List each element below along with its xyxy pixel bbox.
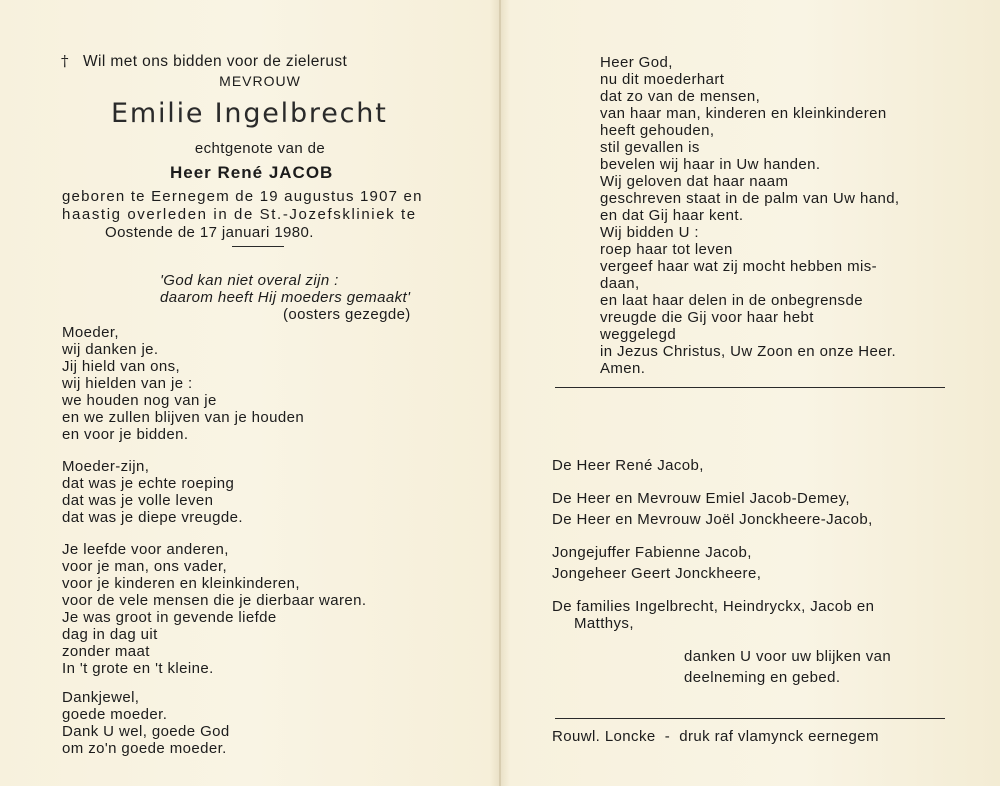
stanza2-line: dat was je echte roeping xyxy=(62,475,235,492)
deceased-name: Emilie Ingelbrecht xyxy=(111,98,388,129)
family-line: De Heer René Jacob, xyxy=(552,457,704,474)
family-line: De Heer en Mevrouw Emiel Jacob-Demey, xyxy=(552,490,850,507)
family-line: Jongeheer Geert Jonckheere, xyxy=(552,565,762,582)
stanza3-line: dag in dag uit xyxy=(62,626,158,643)
birth-line-3: Oostende de 17 januari 1980. xyxy=(105,224,314,241)
stanza3-line: Je leefde voor anderen, xyxy=(62,541,229,558)
prayer-line: Heer God, xyxy=(600,54,673,71)
stanza1-line: Moeder, xyxy=(62,324,119,341)
prayer-line: en dat Gij haar kent. xyxy=(600,207,744,224)
birth-line-2-text: haastig overleden in de St.-Jozefskliniek te xyxy=(62,206,417,223)
left-page xyxy=(0,0,499,786)
right-page xyxy=(501,0,1000,786)
prayer-line: en laat haar delen in de onbegrensde xyxy=(600,292,863,309)
thanks-line-2: deelneming en gebed. xyxy=(684,669,841,686)
quote-line-1: 'God kan niet overal zijn : xyxy=(160,272,339,289)
stanza2-line: Moeder-zijn, xyxy=(62,458,150,475)
spouse-name: Heer René JACOB xyxy=(170,163,334,182)
prayer-header: Wil met ons bidden voor de zielerust xyxy=(83,53,348,70)
prayer-line: daan, xyxy=(600,275,640,292)
prayer-line: Wij geloven dat haar naam xyxy=(600,173,789,190)
prayer-line: vreugde die Gij voor haar hebt xyxy=(600,309,814,326)
stanza1-line: wij hielden van je : xyxy=(62,375,193,392)
stanza1-line: Jij hield van ons, xyxy=(62,358,181,375)
spouse-intro: echtgenote van de xyxy=(194,140,326,157)
stanza4-line: om zo'n goede moeder. xyxy=(62,740,227,757)
cross-icon: † xyxy=(61,52,69,70)
prayer-line: nu dit moederhart xyxy=(600,71,725,88)
prayer-line: weggelegd xyxy=(600,326,677,343)
prayer-line: vergeef haar wat zij mocht hebben mis- xyxy=(600,258,877,275)
family-line: De Heer en Mevrouw Joël Jonckheere-Jacob, xyxy=(552,511,873,528)
prayer-line: heeft gehouden, xyxy=(600,122,715,139)
prayer-line: dat zo van de mensen, xyxy=(600,88,761,105)
divider-short xyxy=(232,246,284,247)
family-line: Matthys, xyxy=(574,615,634,632)
stanza3-line: voor je man, ons vader, xyxy=(62,558,228,575)
prayer-line: Amen. xyxy=(600,360,646,377)
stanza3-line: Je was groot in gevende liefde xyxy=(62,609,277,626)
stanza1-line: wij danken je. xyxy=(62,341,159,358)
printer-credit: Rouwl. Loncke - druk raf vlamynck eernegem xyxy=(552,728,879,745)
prayer-line: geschreven staat in de palm van Uw hand, xyxy=(600,190,900,207)
divider-top xyxy=(555,387,945,388)
quote-line-2: daarom heeft Hij moeders gemaakt' xyxy=(160,289,411,306)
prayer-line: van haar man, kinderen en kleinkinderen xyxy=(600,105,887,122)
prayer-line: Wij bidden U : xyxy=(600,224,699,241)
stanza1-line: en we zullen blijven van je houden xyxy=(62,409,305,426)
family-line: Jongejuffer Fabienne Jacob, xyxy=(552,544,752,561)
prayer-line: stil gevallen is xyxy=(600,139,700,156)
quote-source: (oosters gezegde) xyxy=(283,306,411,323)
prayer-line: roep haar tot leven xyxy=(600,241,733,258)
stanza4-line: Dank U wel, goede God xyxy=(62,723,230,740)
stanza4-line: Dankjewel, xyxy=(62,689,140,706)
stanza2-line: dat was je diepe vreugde. xyxy=(62,509,243,526)
stanza3-line: In 't grote en 't kleine. xyxy=(62,660,214,677)
stanza3-line: voor de vele mensen die je dierbaar waren. xyxy=(62,592,367,609)
title-mevrouw: MEVROUW xyxy=(219,73,301,89)
stanza3-line: zonder maat xyxy=(62,643,150,660)
stanza1-line: en voor je bidden. xyxy=(62,426,189,443)
birth-line-1 xyxy=(62,188,456,205)
prayer-line: in Jezus Christus, Uw Zoon en onze Heer. xyxy=(600,343,897,360)
stanza2-line: dat was je volle leven xyxy=(62,492,214,509)
stanza1-line: we houden nog van je xyxy=(62,392,217,409)
family-line: De families Ingelbrecht, Heindryckx, Jacob en xyxy=(552,598,875,615)
divider-bottom xyxy=(555,718,945,719)
stanza3-line: voor je kinderen en kleinkinderen, xyxy=(62,575,300,592)
birth-line-1-text: geboren te Eernegem de 19 augustus 1907 en xyxy=(62,188,423,205)
prayer-line: bevelen wij haar in Uw handen. xyxy=(600,156,821,173)
birth-line-2 xyxy=(62,206,456,223)
stanza4-line: goede moeder. xyxy=(62,706,168,723)
thanks-line-1: danken U voor uw blijken van xyxy=(684,648,892,665)
